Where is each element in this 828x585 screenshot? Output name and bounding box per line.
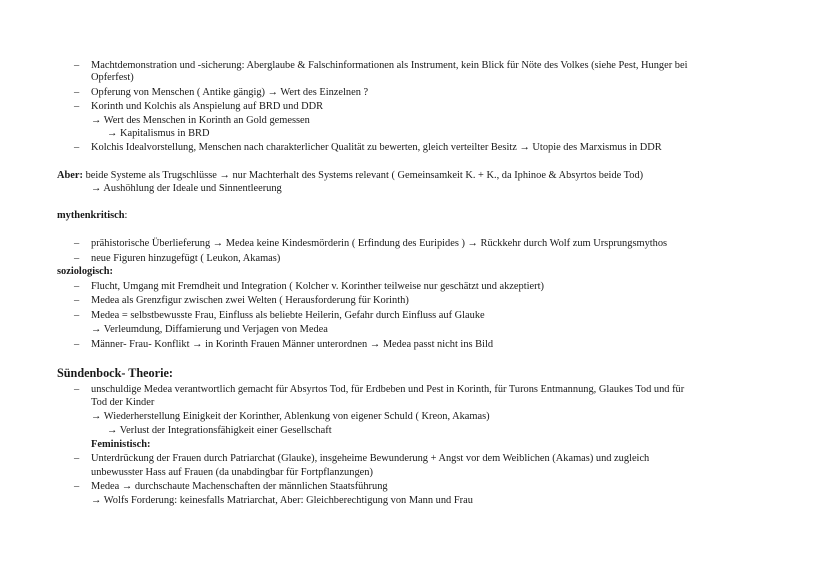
bullet-dash: – xyxy=(74,142,80,153)
heading-mythenkritisch: mythenkritisch: xyxy=(57,210,128,221)
bullet-dash: – xyxy=(74,101,80,112)
text-line: unbewusster Hass auf Frauen (da unabdingbar für Fortpflanzungen) xyxy=(91,467,373,478)
text-line: Kolchis Idealvorstellung, Menschen nach charakterlicher Qualität zu bewerten, gleich verteilter Besitz → Utopie des Marxismus in DDR xyxy=(91,142,662,153)
text-line: Tod der Kinder xyxy=(91,397,155,408)
text-line: Medea → durchschaute Machenschaften der männlichen Staatsführung xyxy=(91,481,388,492)
aber-text: beide Systeme als Trugschlüsse → nur Machterhalt des Systems relevant ( Gemeinsamkeit K. + K., da Iphinoe & Absyrtos beide Tod) xyxy=(82,170,644,181)
bullet-dash: – xyxy=(74,310,80,321)
text-line: Opferung von Menschen ( Antike gängig) → Wert des Einzelnen ? xyxy=(91,87,369,98)
text-line: prähistorische Überlieferung → Medea keine Kindesmörderin ( Erfindung des Euripides ) → Rückkehr durch Wolf zum Ursprungsmythos xyxy=(91,238,668,249)
bullet-dash: – xyxy=(74,295,80,306)
text-line: → Verleumdung, Diffamierung und Verjagen von Medea xyxy=(91,324,328,335)
text-line: Flucht, Umgang mit Fremdheit und Integration ( Kolcher v. Korinther teilweise nur geschätzt und akzeptiert) xyxy=(91,281,544,292)
text-line: Medea = selbstbewusste Frau, Einfluss als beliebte Heilerin, Gefahr durch Einfluss auf Glauke xyxy=(91,310,485,321)
bullet-dash: – xyxy=(74,238,80,249)
text-line: → Verlust der Integrationsfähigkeit einer Gesellschaft xyxy=(107,425,332,436)
bullet-dash: – xyxy=(74,281,80,292)
aber-paragraph xyxy=(57,169,643,182)
bullet-dash: – xyxy=(74,253,80,264)
text-line: Machtdemonstration und -sicherung: Aberglaube & Falschinformationen als Instrument, kein Blick für Nöte des Volkes (siehe Pest, Hunger bei xyxy=(91,60,688,71)
aber-subline: → Aushöhlung der Ideale und Sinnentleerung xyxy=(91,183,282,194)
bullet-dash: – xyxy=(74,339,80,350)
text-line: Unterdrückung der Frauen durch Patriarchat (Glauke), insgeheime Bewunderung + Angst vor dem Weiblichen (Akamas) und zugleich xyxy=(91,453,650,464)
heading-soziologisch: soziologisch: xyxy=(57,266,113,277)
heading-feministisch: Feministisch: xyxy=(91,439,151,450)
text-line: → Wolfs Forderung: keinesfalls Matriarchat, Aber: Gleichberechtigung von Mann und Frau xyxy=(91,495,473,506)
bullet-dash: – xyxy=(74,87,80,98)
aber-label: Aber: xyxy=(57,170,83,181)
text-line: → Kapitalismus in BRD xyxy=(107,128,210,139)
bullet-dash: – xyxy=(74,384,80,395)
bullet-dash: – xyxy=(74,453,80,464)
text-line: neue Figuren hinzugefügt ( Leukon, Akamas) xyxy=(91,253,281,264)
bullet-dash: – xyxy=(74,481,80,492)
text-line: Medea als Grenzfigur zwischen zwei Welten ( Herausforderung für Korinth) xyxy=(91,295,409,306)
heading-suendenbock: Sündenbock- Theorie: xyxy=(57,366,173,380)
text-line: → Wert des Menschen in Korinth an Gold gemessen xyxy=(91,115,310,126)
text-line: → Wiederherstellung Einigkeit der Korinther, Ablenkung von eigener Schuld ( Kreon, Akamas) xyxy=(91,411,490,422)
text-line: unschuldige Medea verantwortlich gemacht für Absyrtos Tod, für Erdbeben und Pest in Korinth, für Turons Entmannung, Glaukes Tod und für xyxy=(91,384,685,395)
bullet-dash: – xyxy=(74,60,80,71)
text-line: Opferfest) xyxy=(91,72,134,83)
text-line: Korinth und Kolchis als Anspielung auf BRD und DDR xyxy=(91,101,324,112)
text-line: Männer- Frau- Konflikt → in Korinth Frauen Männer unterordnen → Medea passt nicht ins Bild xyxy=(91,339,494,350)
